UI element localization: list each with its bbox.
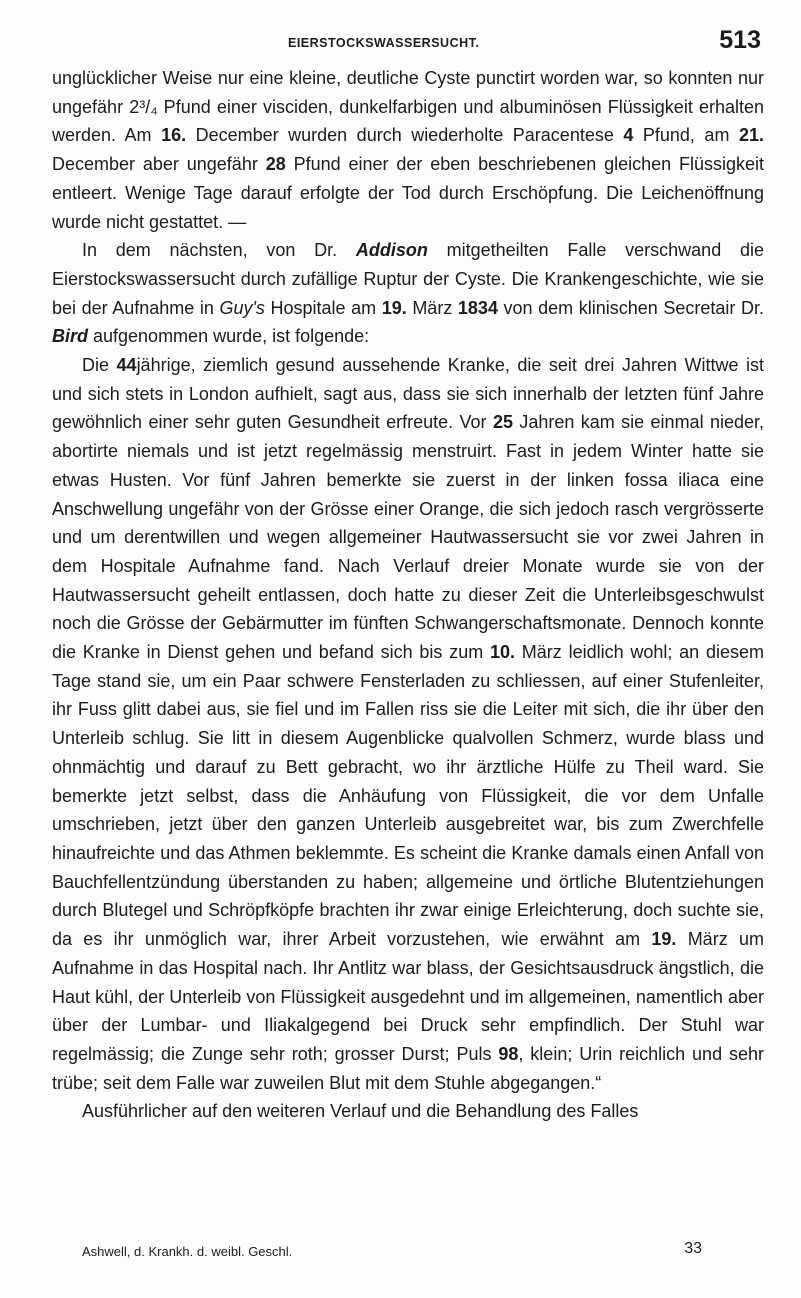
page-header bbox=[0, 26, 801, 66]
text-run: , klein; Urin reichlich und sehr trübe; seit dem Falle war zuweilen Blut mit dem Stuhle abgegangen.“ bbox=[52, 1043, 764, 1093]
emphasis-text: Guy's bbox=[219, 297, 265, 318]
text-run: jährige, ziemlich gesund aussehende Kranke, die seit drei Jahren Wittwe ist und sich stets in London aufhielt, sagt aus, dass sie sich innerhalb der letzten fünf Jahre gewöhnlich einer sehr guten Gesundheit erfreute. Vor bbox=[52, 355, 764, 433]
paragraph bbox=[52, 236, 764, 351]
text-run: Pfund, am bbox=[633, 125, 739, 146]
emphasis-text: 10. bbox=[490, 642, 516, 663]
text-run: unglücklicher Weise nur eine kleine, deutliche Cyste punctirt worden war, so konnten nur ungefähr 2³/₄ Pfund einer visciden, dunkelfarbigen und albuminösen Flüssigkeit erhalten werden. Am bbox=[52, 68, 764, 146]
emphasis-text: 25 bbox=[492, 412, 513, 433]
text-run: März leidlich wohl; an diesem Tage stand sie, um ein Paar schwere Fensterladen zu schliessen, auf einer Stufenleiter, ihr Fuss glitt dabei aus, sie fiel und im Fallen riss sie die Leiter mit sich, die ihr über den Unterleib schlug. Sie litt in diesem Augenblicke qualvollen Schmerz, wurde blass und ohnmächtig und darauf zu Bett gebracht, wo ihr ärztliche Hülfe zu Theil ward. Sie bemerkte jetzt selbst, dass die Anhäufung von Flüssigkeit, die vor dem Unfalle umschrieben, jetzt über den ganzen Unterleib ausgebreitet war, bis zum Zwerchfelle hinaufreichte und das Athmen beklemmte. Es scheint die Kranke damals einen Anfall von Bauchfellentzündung überstanden zu haben; allgemeine und örtliche Blutentziehungen durch Blutegel und Schröpfköpfe brachten ihr zwar einige Erleichterung, doch suchte sie, da es ihr unmöglich war, ihrer Arbeit vorzustehen, wie erwähnt am bbox=[52, 642, 764, 950]
paragraph bbox=[52, 64, 764, 236]
emphasis-text: 1834 bbox=[457, 297, 498, 318]
text-run: In dem nächsten, von Dr. bbox=[82, 240, 356, 261]
paragraph bbox=[52, 351, 764, 1097]
text-run: Ausführlicher auf den weiteren Verlauf und die Behandlung des Falles bbox=[82, 1101, 639, 1122]
paragraph bbox=[52, 1097, 764, 1126]
text-run: December aber ungefähr bbox=[52, 154, 266, 175]
signature-mark: 33 bbox=[684, 1240, 702, 1257]
running-head: EIERSTOCKSWASSERSUCHT. bbox=[288, 36, 480, 50]
emphasis-wrapper bbox=[52, 326, 88, 346]
emphasis-wrapper bbox=[356, 240, 428, 260]
text-run: von dem klinischen Secretair Dr. bbox=[497, 297, 764, 318]
emphasis-text: 44 bbox=[116, 355, 137, 376]
page-footer bbox=[82, 1240, 722, 1264]
page-number: 513 bbox=[719, 26, 761, 54]
text-run: mitgetheilten Falle verschwand die Eierstockswassersucht durch zufällige Ruptur der Cyste. Die Krankengeschichte, wie sie bei der Aufnahme in bbox=[52, 240, 764, 318]
emphasis-text: 28 bbox=[265, 154, 286, 175]
text-run: Pfund einer der eben beschriebenen gleichen Flüssigkeit entleert. Wenige Tage darauf erfolgte der Tod durch Erschöpfung. Die Leichenöffnung wurde nicht gestattet. — bbox=[52, 154, 764, 232]
emphasis-text: 98 bbox=[498, 1043, 519, 1064]
text-run: Die bbox=[82, 355, 117, 376]
emphasis-text: Bird bbox=[52, 326, 88, 347]
emphasis-text: 19. bbox=[651, 929, 677, 950]
emphasis-text: 21. bbox=[738, 125, 764, 146]
text-run: aufgenommen wurde, ist folgende: bbox=[88, 326, 370, 347]
footer-note: Ashwell, d. Krankh. d. weibl. Geschl. bbox=[82, 1244, 293, 1259]
text-run: März bbox=[406, 297, 458, 318]
emphasis-text: Addison bbox=[355, 240, 428, 261]
emphasis-text: 16. bbox=[161, 125, 187, 146]
text-run: December wurden durch wiederholte Paracentese bbox=[186, 125, 624, 146]
text-run: Jahren kam sie einmal nieder, abortirte niemals und ist jetzt regelmässig menstruirt. Fast in jedem Winter hatte sie etwas Husten. Vor fünf Jahren bemerkte sie zuerst in der linken fossa iliaca eine Anschwellung ungefähr von der Grösse einer Orange, die sich jedoch rasch vergrösserte und um derentwillen und wegen allgemeiner Hautwassersucht sie vor zwei Jahren in dem Hospitale Aufnahme fand. Nach Verlauf dreier Monate wurde sie von der Hautwassersucht geheilt entlassen, doch hatte zu dieser Zeit die Unterleibsgeschwulst noch die Grösse der Gebärmutter im fünften Schwangerschaftsmonate. Dennoch konnte die Kranke in Dienst gehen und befand sich bis zum bbox=[52, 412, 764, 663]
emphasis-text: 19. bbox=[381, 297, 407, 318]
text-run: März um Aufnahme in das Hospital nach. Ihr Antlitz war blass, der Gesichtsausdruck ängstlich, die Haut kühl, der Unterleib von Flüssigkeit ausgedehnt und im allgemeinen, namentlich aber über der Lumbar- und Iliakalgegend bei Druck sehr empfindlich. Der Stuhl war regelmässig; die Zunge sehr roth; grosser Durst; Puls bbox=[52, 929, 764, 1064]
text-run: Hospitale am bbox=[264, 297, 382, 318]
body-text bbox=[52, 64, 764, 1126]
emphasis-text: 4 bbox=[623, 125, 634, 146]
